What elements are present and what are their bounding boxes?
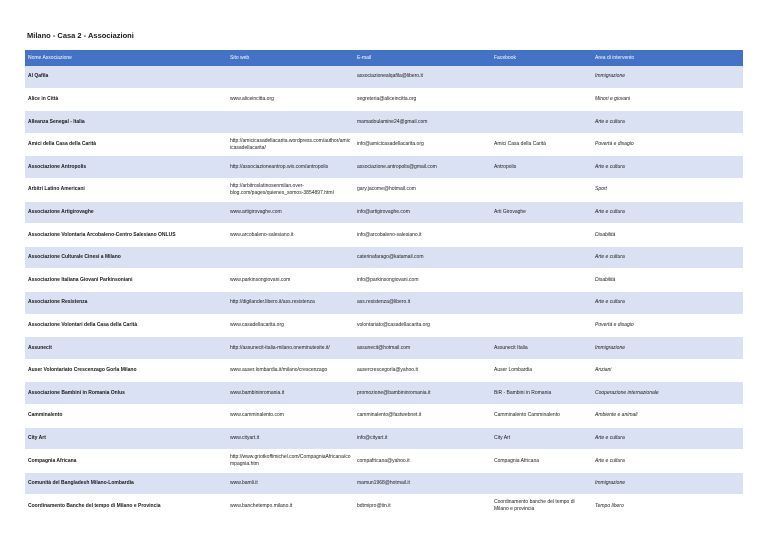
website-cell[interactable]: www.camminalento.com: [227, 404, 354, 427]
website-cell[interactable]: www.artigirovaghe.com: [227, 201, 354, 224]
facebook-cell: [491, 291, 592, 314]
table-row: [25, 156, 743, 179]
table-row: [25, 133, 743, 156]
website-cell[interactable]: www.auser.lombardia.it/milano/crescenzago: [227, 359, 354, 382]
email-cell[interactable]: compafricana@yahoo.it: [354, 450, 491, 473]
table-row: [25, 472, 743, 495]
facebook-cell: [491, 314, 592, 337]
area-of-intervention-cell: Arte e cultura: [592, 450, 743, 473]
table-row: [25, 404, 743, 427]
facebook-cell: Auser Lombardia: [491, 359, 592, 382]
email-cell[interactable]: mamadoulamine24@gmail.com: [354, 111, 491, 134]
email-cell[interactable]: promozione@bambininromania.it: [354, 382, 491, 405]
website-cell: [227, 66, 354, 88]
facebook-cell: Camminalento Camminalento: [491, 404, 592, 427]
website-cell[interactable]: http://associazioneantrop.wix.com/antropolis: [227, 156, 354, 179]
association-name-cell: Associazione Resistenza: [25, 291, 227, 314]
association-name-cell: Associazione Culturale Cinesi a Milano: [25, 246, 227, 269]
table-row: [25, 359, 743, 382]
facebook-cell: [491, 269, 592, 292]
facebook-cell: Assunecit Italia: [491, 337, 592, 360]
website-cell[interactable]: http://arbitroslatinosenmilan.over-blog.com/pages/quienes_somos-3854897.html: [227, 178, 354, 201]
table-row: [25, 201, 743, 224]
table-row: [25, 382, 743, 405]
column-header-facebook: Facebook: [491, 50, 592, 66]
area-of-intervention-cell: Minori e giovani: [592, 88, 743, 111]
association-name-cell: Arbitri Latino Americani: [25, 178, 227, 201]
table-row: [25, 337, 743, 360]
email-cell[interactable]: caterinafarago@katamail.com: [354, 246, 491, 269]
association-name-cell: Associazione Volontaria Arcobaleno-Centro Salesiano ONLUS: [25, 224, 227, 247]
association-name-cell: Auser Volontariato Crescenzago Gorla Milano: [25, 359, 227, 382]
area-of-intervention-cell: Ambiente e animali: [592, 404, 743, 427]
table-row: [25, 246, 743, 269]
area-of-intervention-cell: Immigrazione: [592, 337, 743, 360]
facebook-cell: Amici Casa della Carità: [491, 133, 592, 156]
column-header-area: Area di intervento: [592, 50, 743, 66]
area-of-intervention-cell: Arte e cultura: [592, 291, 743, 314]
page-title: Milano - Casa 2 - Associazioni: [27, 31, 134, 40]
website-cell[interactable]: http://www.griotkoffimichel.com/CompagniaAfricana/compagnia.htm: [227, 450, 354, 473]
email-cell[interactable]: segreteria@aliceincitta.org: [354, 88, 491, 111]
facebook-cell: [491, 178, 592, 201]
website-cell[interactable]: http://digilander.libero.it/ass.resistenza: [227, 291, 354, 314]
email-cell[interactable]: info@artigirovaghe.com: [354, 201, 491, 224]
area-of-intervention-cell: Povertà e disagio: [592, 314, 743, 337]
association-name-cell: Alleanza Senegal - Italia: [25, 111, 227, 134]
association-name-cell: Associazione Volontari della Casa della Carità: [25, 314, 227, 337]
table-row: [25, 427, 743, 450]
website-cell[interactable]: http://amicicasadellacarita.wordpress.com/author/amicicasadellacarita/: [227, 133, 354, 156]
email-cell[interactable]: assunecit@hotmail.com: [354, 337, 491, 360]
website-cell[interactable]: www.bambininromania.it: [227, 382, 354, 405]
facebook-cell: [491, 224, 592, 247]
table-row: [25, 111, 743, 134]
table-row: [25, 178, 743, 201]
area-of-intervention-cell: Cooperazione internazionale: [592, 382, 743, 405]
area-of-intervention-cell: Sport: [592, 178, 743, 201]
website-cell[interactable]: www.banchetempo.milano.it: [227, 495, 354, 518]
area-of-intervention-cell: Immigrazione: [592, 66, 743, 88]
table-row: [25, 224, 743, 247]
facebook-cell: BiR - Bambini in Romania: [491, 382, 592, 405]
table-row: [25, 66, 743, 88]
table-row: [25, 450, 743, 473]
website-cell[interactable]: www.arcobaleno-salesiano.it: [227, 224, 354, 247]
website-cell[interactable]: www.casadellacarita.org: [227, 314, 354, 337]
facebook-cell: [491, 88, 592, 111]
email-cell[interactable]: ass.resistenza@libero.it: [354, 291, 491, 314]
table-row: [25, 314, 743, 337]
column-header-website: Sito web: [227, 50, 354, 66]
association-name-cell: Assunecit: [25, 337, 227, 360]
email-cell[interactable]: bdtmipro@tin.it: [354, 495, 491, 518]
area-of-intervention-cell: Immigrazione: [592, 472, 743, 495]
table-row: [25, 88, 743, 111]
association-name-cell: Al Qafila: [25, 66, 227, 88]
header-row: [25, 50, 743, 66]
email-cell[interactable]: info@amicicasadellacarita.org: [354, 133, 491, 156]
facebook-cell: Coordinamento banche del tempo di Milano e provincia: [491, 495, 592, 518]
facebook-cell: Arti Girovaghe: [491, 201, 592, 224]
website-cell[interactable]: www.bamli.it: [227, 472, 354, 495]
website-cell: [227, 246, 354, 269]
area-of-intervention-cell: Anziani: [592, 359, 743, 382]
area-of-intervention-cell: Arte e cultura: [592, 427, 743, 450]
association-name-cell: Associazione Antropolis: [25, 156, 227, 179]
associations-table: [25, 50, 743, 518]
facebook-cell: [491, 246, 592, 269]
email-cell[interactable]: camminalento@fastwebnet.it: [354, 404, 491, 427]
column-header-name: Nome Associazione: [25, 50, 227, 66]
association-name-cell: Associazione Bambini in Romania Onlus: [25, 382, 227, 405]
column-header-email: E-mail: [354, 50, 491, 66]
association-name-cell: Coordinamento Banche del tempo di Milano e Provincia: [25, 495, 227, 518]
table-row: [25, 495, 743, 518]
facebook-cell: [491, 66, 592, 88]
website-cell[interactable]: www.parkinsongiovani.com: [227, 269, 354, 292]
area-of-intervention-cell: Arte e cultura: [592, 201, 743, 224]
association-name-cell: Amici della Casa della Carità: [25, 133, 227, 156]
table-row: [25, 269, 743, 292]
email-cell[interactable]: info@parkinsongiovani.com: [354, 269, 491, 292]
website-cell[interactable]: www.cityart.it: [227, 427, 354, 450]
email-cell[interactable]: mamun1968@hotmail.it: [354, 472, 491, 495]
area-of-intervention-cell: Arte e cultura: [592, 156, 743, 179]
facebook-cell: [491, 111, 592, 134]
website-cell[interactable]: http://assunecit-italia-milano.oneminutesite.it/: [227, 337, 354, 360]
email-cell[interactable]: info@cityart.it: [354, 427, 491, 450]
website-cell[interactable]: www.aliceincitta.org: [227, 88, 354, 111]
association-name-cell: Camminalento: [25, 404, 227, 427]
facebook-cell: Antropolis: [491, 156, 592, 179]
association-name-cell: Associazione Artigirovaghe: [25, 201, 227, 224]
area-of-intervention-cell: Disabilità: [592, 224, 743, 247]
email-cell[interactable]: gary.jacome@hotmail.com: [354, 178, 491, 201]
area-of-intervention-cell: Arte e cultura: [592, 111, 743, 134]
association-name-cell: Comunità del Bangladesh Milano-Lombardia: [25, 472, 227, 495]
association-name-cell: Associazione Italiana Giovani Parkinsoniani: [25, 269, 227, 292]
facebook-cell: City Art: [491, 427, 592, 450]
area-of-intervention-cell: Arte e cultura: [592, 246, 743, 269]
email-cell[interactable]: associazionealqafila@libero.it: [354, 66, 491, 88]
email-cell[interactable]: associazione.antropolis@gmail.com: [354, 156, 491, 179]
area-of-intervention-cell: Povertà e disagio: [592, 133, 743, 156]
association-name-cell: Compagnia Africana: [25, 450, 227, 473]
association-name-cell: City Art: [25, 427, 227, 450]
email-cell[interactable]: info@arcobaleno-salesiano.it: [354, 224, 491, 247]
facebook-cell: [491, 472, 592, 495]
email-cell[interactable]: volontariato@casadellacarita.org: [354, 314, 491, 337]
association-name-cell: Alice in Città: [25, 88, 227, 111]
table-row: [25, 291, 743, 314]
website-cell: [227, 111, 354, 134]
area-of-intervention-cell: Disabilità: [592, 269, 743, 292]
facebook-cell: Compagnia Africana: [491, 450, 592, 473]
email-cell[interactable]: ausercrescegorla@yahoo.it: [354, 359, 491, 382]
area-of-intervention-cell: Tempo libero: [592, 495, 743, 518]
